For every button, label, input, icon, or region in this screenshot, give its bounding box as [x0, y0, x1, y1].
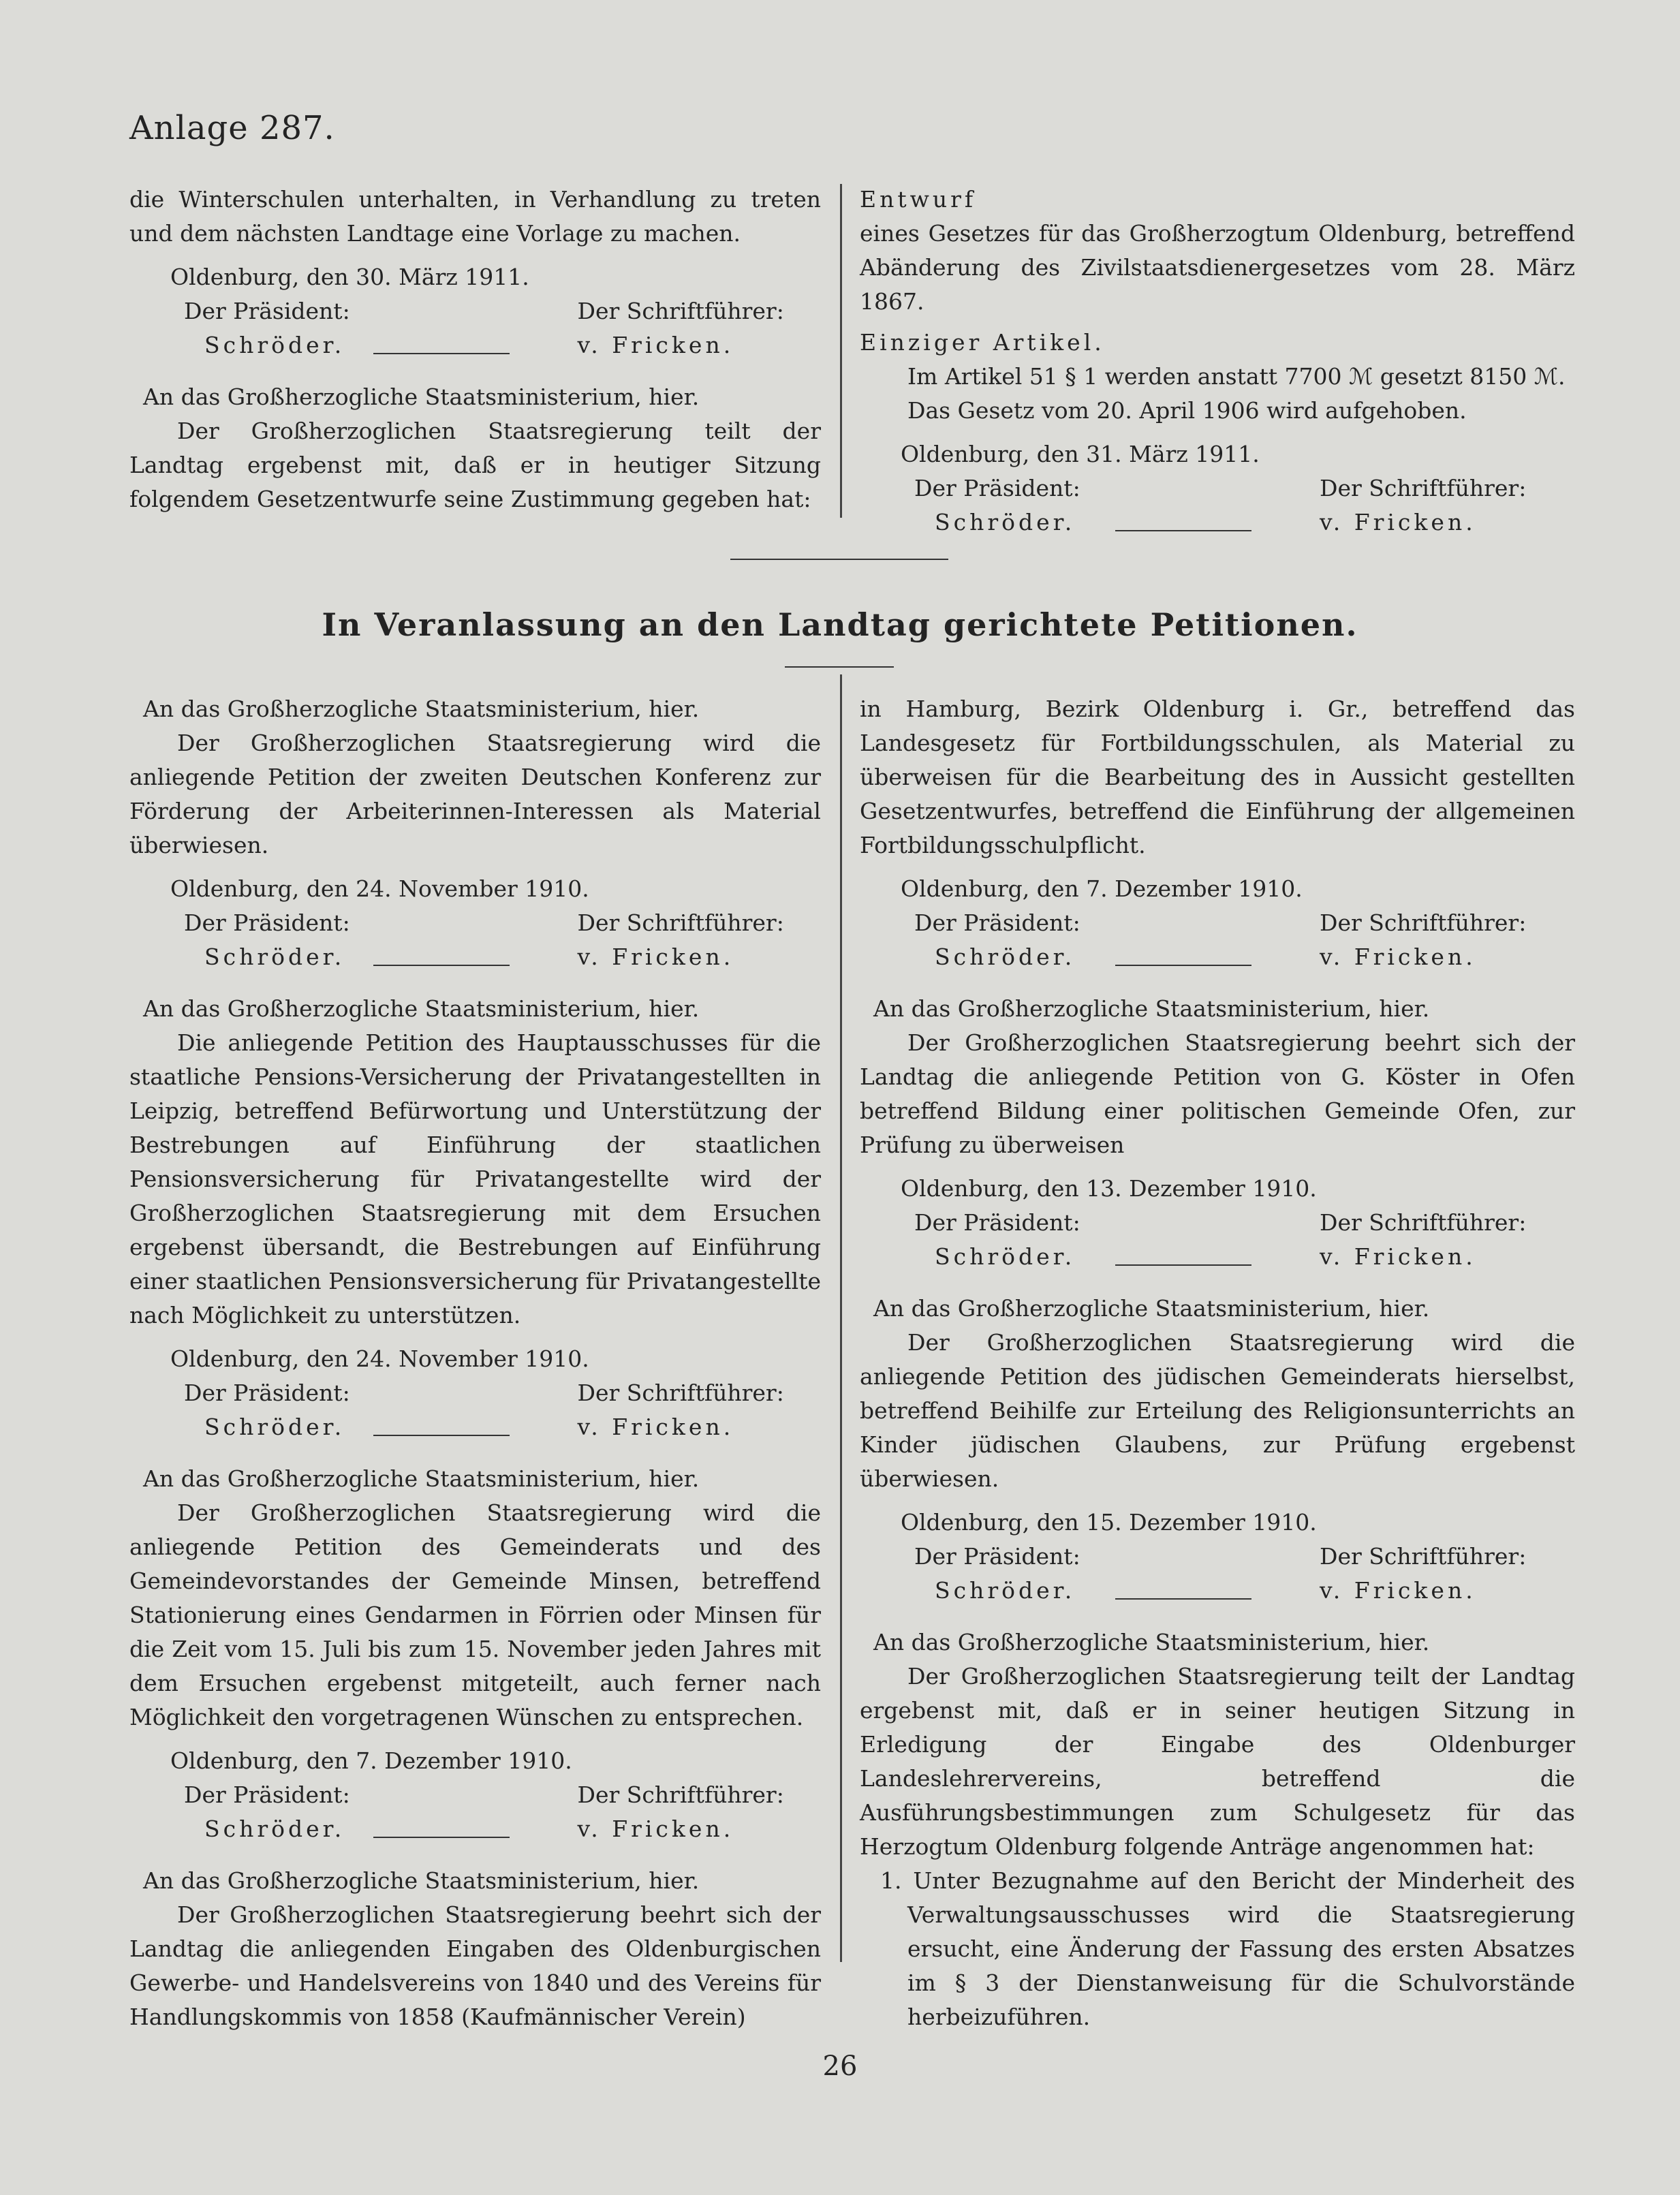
- president-title: Der Präsident:: [184, 1781, 350, 1808]
- paragraph: Der Großherzoglichen Staatsregierung wird die anliegende Petition der zweiten Deutschen Konferenz zur Förderung der Arbeiterinnen-Interessen als Material überwiesen.: [129, 730, 821, 858]
- paragraph: Die anliegende Petition des Hauptausschusses für die staatliche Pensions-Versicherung der Privatangestellten in Leipzig, betreffend Befürwortung und Unterstützung der Bestrebungen auf Einführung der staatlichen Pensionsversicherung für Privatangestellte wird der Großherzoglichen Staatsregierung mit dem Ersuchen ergebenst übersandt, die Bestrebungen auf Einführung einer staatlichen Pensionsversicherung für Privatangestellte nach Möglichkeit zu unterstützen.: [129, 1029, 821, 1328]
- address-line: An das Großherzogliche Staatsministerium, hier.: [143, 1465, 700, 1492]
- signature-dash: [1115, 965, 1251, 966]
- top-column-divider: [840, 184, 842, 518]
- secretary-title: Der Schriftführer:: [577, 1380, 784, 1406]
- secretary-title: Der Schriftführer:: [577, 298, 784, 324]
- secretary-title: Der Schriftführer:: [577, 1781, 784, 1808]
- list-item: 1. Unter Bezugnahme auf den Bericht der Minderheit des Verwaltungsausschusses wird die Staatsregierung ersucht, eine Änderung der Fassung des ersten Absatzes im § 3 der Dienstanweisung für die Schulvorstände herbeizuführen.: [880, 1867, 1575, 2030]
- date-line: Oldenburg, den 13. Dezember 1910.: [901, 1175, 1317, 1202]
- secretary-name: [1217, 940, 1575, 974]
- secretary-name-text: v. Fricken.: [1320, 944, 1476, 970]
- address-line: An das Großherzogliche Staatsministerium, hier.: [143, 1867, 700, 1894]
- president-name: Schröder.: [204, 1414, 345, 1440]
- president-name: Schröder.: [935, 944, 1076, 970]
- secretary-name: [476, 1812, 822, 1846]
- president-name: Schröder.: [935, 509, 1076, 535]
- secretary-title: Der Schriftführer:: [1320, 1543, 1527, 1570]
- draft-heading: Entwurf: [860, 186, 977, 213]
- address-line: An das Großherzogliche Staatsministerium, hier.: [143, 995, 700, 1022]
- secretary-name-text: v. Fricken.: [577, 944, 734, 970]
- president-title: Der Präsident:: [914, 1209, 1080, 1236]
- address-line: An das Großherzogliche Staatsministerium, hier.: [873, 1629, 1430, 1655]
- page-number: 26: [822, 2051, 858, 2082]
- paragraph: Der Großherzoglichen Staatsregierung beehrt sich der Landtag die anliegende Petition von G. Köster in Ofen betreffend Bildung einer politischen Gemeinde Ofen, zur Prüfung zu überweisen: [860, 1029, 1575, 1158]
- page-header: Anlage 287.: [129, 109, 335, 147]
- date-line: Oldenburg, den 15. Dezember 1910.: [901, 1509, 1317, 1536]
- signature-block: [860, 471, 1575, 540]
- secretary-name-text: v. Fricken.: [577, 1816, 734, 1842]
- draft-subheading: eines Gesetzes für das Großherzogtum Oldenburg, betreffend Abänderung des Zivilstaatsdienergesetzes vom 28. März 1867.: [860, 220, 1575, 315]
- paragraph: Der Großherzoglichen Staatsregierung wird die anliegende Petition des Gemeinderats und des Gemeindevorstandes der Gemeinde Minsen, betreffend Stationierung eines Gendarmen in Förrien oder Minsen für die Zeit vom 15. Juli bis zum 15. November jeden Jahres mit dem Ersuchen ergebenst mitgeteilt, auch ferner nach Möglichkeit den vorgetragenen Wünschen zu entsprechen.: [129, 1499, 821, 1730]
- date-line: Oldenburg, den 31. März 1911.: [901, 441, 1260, 467]
- president-name: Schröder.: [204, 1816, 345, 1842]
- paragraph: in Hamburg, Bezirk Oldenburg i. Gr., betreffend das Landesgesetz für Fortbildungsschulen, als Material zu überweisen für die Bearbeitung des in Aussicht gestellten Gesetzentwurfes, betreffend die Einführung der allgemeinen Fortbildungsschulpflicht.: [860, 696, 1575, 858]
- date-line: Oldenburg, den 7. Dezember 1910.: [170, 1747, 572, 1774]
- secretary-name-text: v. Fricken.: [1320, 1243, 1476, 1270]
- president-title: Der Präsident:: [914, 475, 1080, 501]
- secretary-title: Der Schriftführer:: [1320, 909, 1527, 936]
- secretary-name: [476, 1410, 822, 1444]
- president-title: Der Präsident:: [184, 298, 350, 324]
- president-title: Der Präsident:: [914, 909, 1080, 936]
- top-left-column: [129, 183, 821, 516]
- secretary-name: [1217, 1240, 1575, 1274]
- signature-block: [129, 1778, 821, 1846]
- address-line: An das Großherzogliche Staatsministerium, hier.: [143, 696, 700, 722]
- president-name: Schröder.: [935, 1577, 1076, 1604]
- signature-block: [129, 906, 821, 974]
- date-line: Oldenburg, den 24. November 1910.: [170, 1345, 589, 1372]
- secretary-name-text: v. Fricken.: [1320, 1577, 1476, 1604]
- section-title: In Veranlassung an den Landtag gerichtete Petitionen.: [322, 606, 1358, 643]
- signature-block: [860, 1540, 1575, 1608]
- paragraph: Das Gesetz vom 20. April 1906 wird aufgehoben.: [907, 397, 1467, 424]
- title-underline: [785, 666, 894, 668]
- secretary-title: Der Schriftführer:: [1320, 475, 1527, 501]
- secretary-name: [476, 940, 822, 974]
- signature-dash: [373, 1435, 510, 1436]
- date-line: Oldenburg, den 30. März 1911.: [170, 264, 529, 290]
- secretary-name-text: v. Fricken.: [577, 332, 734, 358]
- address-line: An das Großherzogliche Staatsministerium, hier.: [873, 1295, 1430, 1322]
- signature-block: [860, 1206, 1575, 1274]
- signature-block: [860, 906, 1575, 974]
- secretary-title: Der Schriftführer:: [1320, 1209, 1527, 1236]
- president-name: Schröder.: [935, 1243, 1076, 1270]
- signature-block: [129, 294, 821, 362]
- signature-dash: [373, 965, 510, 966]
- top-right-column: [860, 183, 1575, 540]
- date-line: Oldenburg, den 24. November 1910.: [170, 875, 589, 902]
- paragraph: Der Großherzoglichen Staatsregierung teilt der Landtag ergebenst mit, daß er in seiner heutigen Sitzung in Erledigung der Eingabe des Oldenburger Landeslehrervereins, betreffend die Ausführungsbestimmungen zum Schulgesetz für das Herzogtum Oldenburg folgende Anträge angenommen hat:: [860, 1663, 1575, 1860]
- paragraph: die Winterschulen unterhalten, in Verhandlung zu treten und dem nächsten Landtage eine Vorlage zu machen.: [129, 186, 821, 247]
- secretary-name-text: v. Fricken.: [577, 1414, 734, 1440]
- president-title: Der Präsident:: [914, 1543, 1080, 1570]
- paragraph: Im Artikel 51 § 1 werden anstatt 7700 ℳ gesetzt 8150 ℳ.: [907, 363, 1566, 390]
- section-rule: [730, 559, 948, 560]
- secretary-title: Der Schriftführer:: [577, 909, 784, 936]
- article-heading: Einziger Artikel.: [860, 329, 1105, 356]
- right-column: [860, 692, 1575, 2034]
- secretary-name: [1217, 505, 1575, 540]
- paragraph: Der Großherzoglichen Staatsregierung beehrt sich der Landtag die anliegenden Eingaben des Oldenburgischen Gewerbe- und Handelsvereins von 1840 und des Vereins für Handlungskommis von 1858 (Kaufmännischer Verein): [129, 1901, 821, 2030]
- president-title: Der Präsident:: [184, 1380, 350, 1406]
- signature-dash: [373, 353, 510, 354]
- left-column: [129, 674, 821, 2034]
- column-divider: [840, 674, 842, 1962]
- address-line: An das Großherzogliche Staatsministerium, hier.: [873, 995, 1430, 1022]
- date-line: Oldenburg, den 7. Dezember 1910.: [901, 875, 1303, 902]
- secretary-name: [476, 328, 822, 362]
- signature-dash: [1115, 1264, 1251, 1266]
- paragraph: Der Großherzoglichen Staatsregierung wird die anliegende Petition des jüdischen Gemeinderats hierselbst, betreffend Beihilfe zur Erteilung des Religionsunterrichts an Kinder jüdischen Glaubens, zur Prüfung ergebenst überwiesen.: [860, 1329, 1575, 1492]
- secretary-name: [1217, 1574, 1575, 1608]
- signature-dash: [1115, 530, 1251, 531]
- president-name: Schröder.: [204, 944, 345, 970]
- secretary-name-text: v. Fricken.: [1320, 509, 1476, 535]
- address-line: An das Großherzogliche Staatsministerium, hier.: [143, 384, 700, 410]
- president-name: Schröder.: [204, 332, 345, 358]
- signature-dash: [373, 1837, 510, 1838]
- signature-block: [129, 1376, 821, 1444]
- paragraph: Der Großherzoglichen Staatsregierung teilt der Landtag ergebenst mit, daß er in heutiger Sitzung folgendem Gesetzentwurfe seine Zustimmung gegeben hat:: [129, 418, 821, 512]
- signature-dash: [1115, 1598, 1251, 1600]
- president-title: Der Präsident:: [184, 909, 350, 936]
